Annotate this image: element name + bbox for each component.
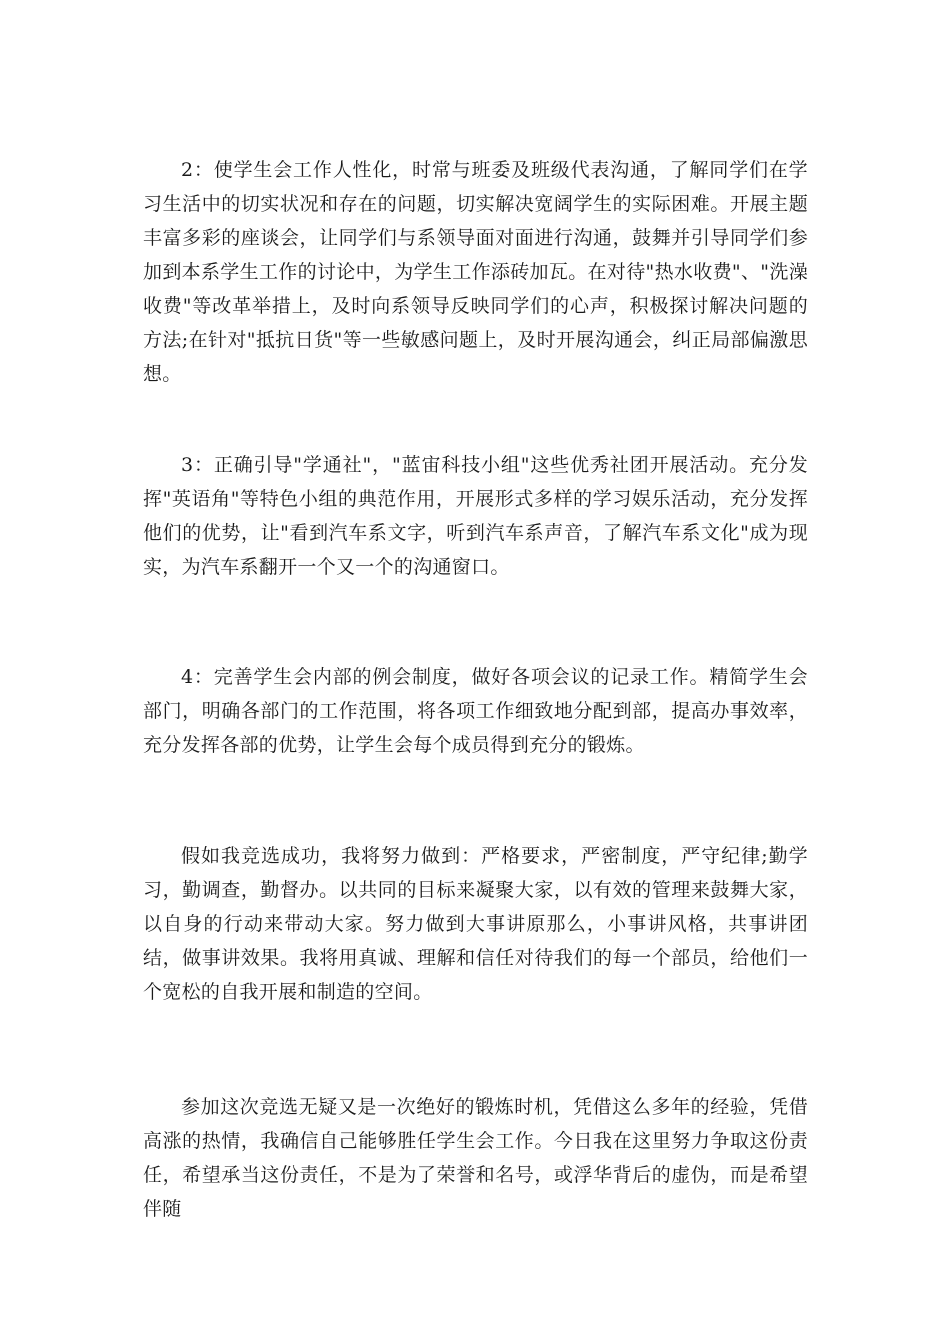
paragraph-if-elected: 假如我竞选成功，我将努力做到：严格要求，严密制度，严守纪律;勤学习，勤调查，勤督办。以共同的目标来凝聚大家，以有效的管理来鼓舞大家，以自身的行动来带动大家。努力做到大事讲原那么，小事讲风格，共事讲团结，做事讲效果。我将用真诚、理解和信任对待我们的每一个部员，给他们一个宽松的自我开展和制造的空间。 — [143, 845, 808, 1003]
paragraph-item-4: 4：完善学生会内部的例会制度，做好各项会议的记录工作。精简学生会部门，明确各部门的工作范围，将各项工作细致地分配到部，提高办事效率，充分发挥各部的优势，让学生会每个成员得到充分的锻炼。 — [143, 666, 808, 756]
paragraph-item-3: 3：正确引导"学通社"，"蓝宙科技小组"这些优秀社团开展活动。充分发挥"英语角"等特色小组的典范作用，开展形式多样的学习娱乐活动，充分发挥他们的优势，让"看到汽车系文字，听到汽车系声音，了解汽车系文化"成为现实，为汽车系翻开一个又一个的沟通窗口。 — [143, 454, 808, 578]
paragraph-election-opportunity: 参加这次竞选无疑又是一次绝好的锻炼时机，凭借这么多年的经验，凭借高涨的热情，我确信自己能够胜任学生会工作。今日我在这里努力争取这份责任，希望承当这份责任，不是为了荣誉和名号，或浮华背后的虚伪，而是希望伴随 — [143, 1096, 808, 1220]
paragraph-item-2: 2：使学生会工作人性化，时常与班委及班级代表沟通，了解同学们在学习生活中的切实状况和存在的问题，切实解决宽阔学生的实际困难。开展主题丰富多彩的座谈会，让同学们与系领导面对面进行沟通，鼓舞并引导同学们参加到本系学生工作的讨论中，为学生工作添砖加瓦。在对待"热水收费"、"洗澡收费"等改革举措上，及时向系领导反映同学们的心声，积极探讨解决问题的方法;在针对"抵抗日货"等一些敏感问题上，及时开展沟通会，纠正局部偏激思想。 — [143, 159, 808, 385]
